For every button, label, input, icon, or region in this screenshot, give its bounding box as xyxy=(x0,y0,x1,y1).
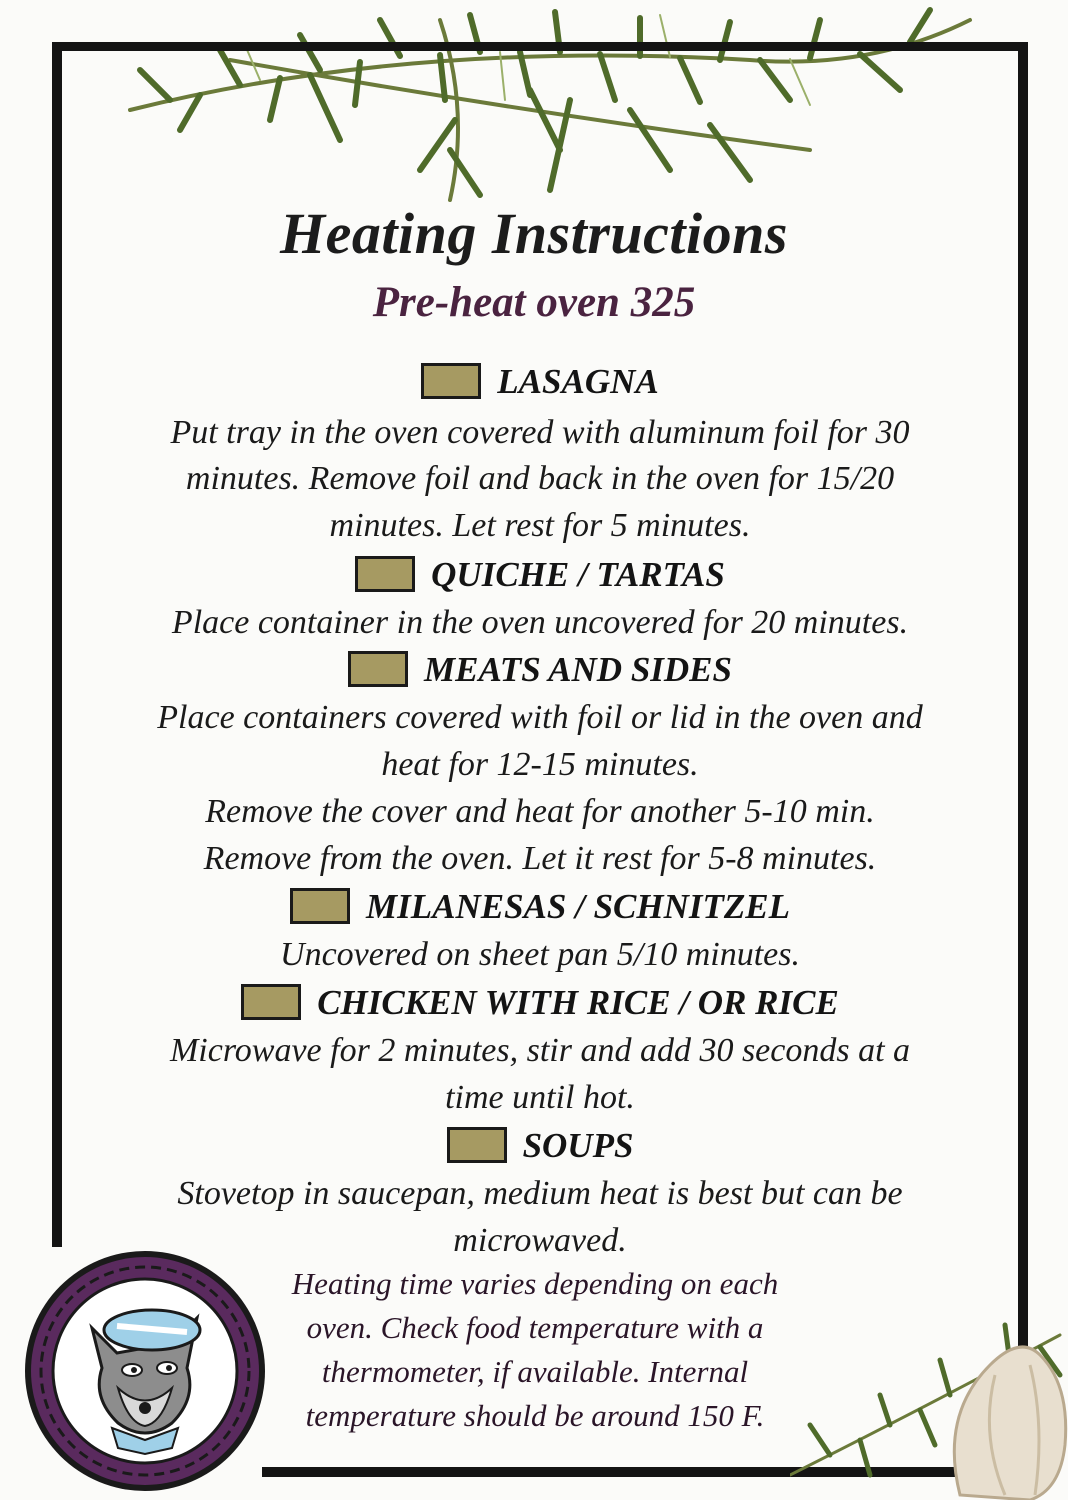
instruction-line: heat for 12-15 minutes. xyxy=(381,746,699,783)
note-line: temperature should be around 150 F. xyxy=(305,1398,765,1433)
instruction-line: minutes. Let rest for 5 minutes. xyxy=(329,507,751,544)
instruction-line: time until hot. xyxy=(445,1079,635,1116)
heading-label: QUICHE / TARTAS xyxy=(431,555,725,594)
heading-label: MEATS AND SIDES xyxy=(424,650,732,689)
instruction-line: Remove from the oven. Let it rest for 5-8 minutes. xyxy=(203,840,877,877)
instruction-line: Place container in the oven uncovered for 20 minutes. xyxy=(171,604,909,641)
note-line: Heating time varies depending on each xyxy=(291,1266,779,1301)
section-heading-quiche xyxy=(62,555,1018,595)
heading-label: CHICKEN WITH RICE / OR RICE xyxy=(317,983,839,1022)
instruction-line: microwaved. xyxy=(453,1222,627,1259)
page-title: Heating Instructions xyxy=(280,201,788,266)
instruction-line: Place containers covered with foil or lid in the oven and xyxy=(157,699,923,736)
instruction-line: Stovetop in saucepan, medium heat is best but can be xyxy=(177,1175,903,1212)
section-heading-lasagna xyxy=(62,362,1018,402)
section-heading-soups xyxy=(62,1126,1018,1166)
checkbox-quiche[interactable] xyxy=(355,556,415,592)
instruction-line: Put tray in the oven covered with aluminum foil for 30 xyxy=(170,414,910,451)
instruction-line: Remove the cover and heat for another 5-10 min. xyxy=(205,793,875,830)
checkbox-meats[interactable] xyxy=(348,651,408,687)
garlic-rosemary-icon xyxy=(790,1295,1068,1500)
frame-top-border xyxy=(52,42,1028,51)
instruction-line: Uncovered on sheet pan 5/10 minutes. xyxy=(280,936,800,973)
checkbox-lasagna[interactable] xyxy=(421,363,481,399)
checkbox-soups[interactable] xyxy=(447,1127,507,1163)
heading-label: SOUPS xyxy=(522,1126,634,1165)
checkbox-chicken-rice[interactable] xyxy=(241,984,301,1020)
rosemary-sprig-icon xyxy=(110,0,990,215)
section-heading-milanesas xyxy=(62,887,1018,927)
note-line: oven. Check food temperature with a xyxy=(306,1310,764,1345)
note-line: thermometer, if available. Internal xyxy=(321,1354,749,1389)
fox-chef-logo-icon xyxy=(22,1248,268,1494)
checkbox-milanesas[interactable] xyxy=(290,888,350,924)
heading-label: MILANESAS / SCHNITZEL xyxy=(366,887,790,926)
page-subtitle: Pre-heat oven 325 xyxy=(372,279,696,326)
instruction-line: Microwave for 2 minutes, stir and add 30 seconds at a xyxy=(169,1032,911,1069)
heading-label: LASAGNA xyxy=(497,362,659,401)
section-heading-chicken-rice xyxy=(62,983,1018,1023)
instruction-line: minutes. Remove foil and back in the oven for 15/20 xyxy=(185,460,895,497)
section-heading-meats xyxy=(62,650,1018,690)
